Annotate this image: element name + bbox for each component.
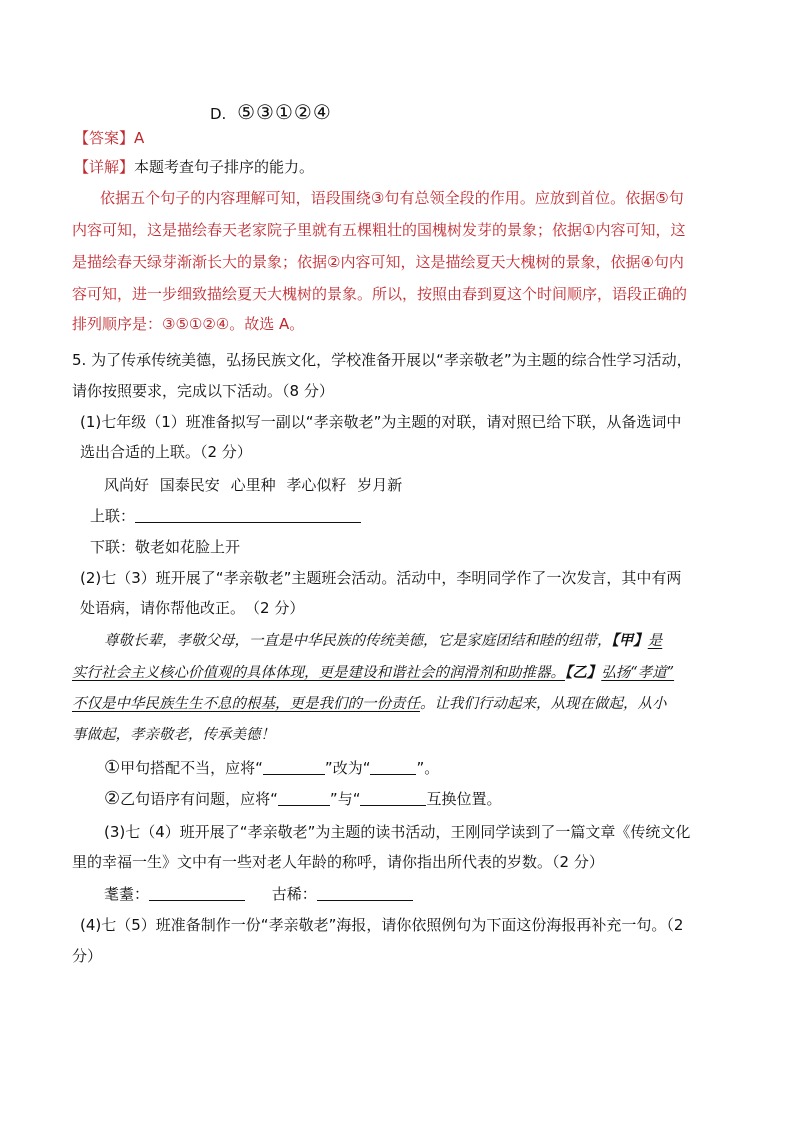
option-word: 孝心似籽 [286, 476, 347, 494]
correction-text: ”。 [416, 759, 440, 777]
age-label: 古稀： [271, 885, 317, 903]
detail-line: 排列顺序是：③⑤①②④。故选 A。 [72, 315, 305, 333]
age-answer-row [104, 884, 413, 904]
q5-1-options [104, 475, 402, 495]
circle-number: ② [104, 788, 121, 809]
speech-text: 尊敬长辈，孝敬父母，一直是中华民族的传统美德，它是家庭团结和睦的纽带， [104, 633, 612, 649]
correction-blank[interactable] [278, 789, 330, 806]
correction-text: ”与“ [329, 790, 361, 808]
jia-sentence: 实行社会主义核心价值观的具体体现，更是建设和谐社会的润滑剂和助推器。 [72, 665, 565, 681]
answer-tag: 【答案】 [74, 129, 135, 147]
detail-line: 是描绘春天绿芽渐渐长大的景象；依据②内容可知，这是描绘夏天大槐树的景象，依据④句内 [72, 253, 684, 271]
correction-text: 乙句语序有问题，应将“ [120, 790, 278, 808]
circle-number: ① [104, 757, 121, 778]
age-label: 耄耋： [104, 885, 150, 903]
q5-2-text: 处语病，请你帮他改正。 （2 分） [80, 599, 305, 617]
option-word: 心里种 [230, 476, 276, 494]
q5-3-text: 里的幸福一生》文中有一些对老人年龄的称呼，请你指出所代表的岁数。（2 分） [72, 853, 604, 871]
option-word: 风尚好 [104, 476, 150, 494]
lower-couplet: 下联：敬老如花脸上开 [90, 538, 241, 556]
answer-value: A [134, 129, 145, 147]
correction-text: ”改为“ [324, 759, 371, 777]
correction-blank[interactable] [263, 758, 325, 775]
q5-4-text: (4)七（5）班准备制作一份“孝亲敬老”海报，请你依照例句为下面这份海报再补充一句。（2 [80, 916, 684, 934]
option-d-label: D. [210, 105, 227, 123]
upper-couplet-label: 上联： [90, 507, 136, 525]
upper-couplet-blank[interactable] [135, 506, 361, 523]
detail-line: 容可知，进一步细致描绘夏天大槐树的景象。所以，按照由春到夏这个时间顺序，语段正确的 [72, 285, 688, 303]
answer-line [74, 128, 144, 148]
correction-blank[interactable] [360, 789, 426, 806]
upper-couplet-row [90, 506, 361, 526]
speech-paragraph [72, 663, 674, 683]
speech-paragraph: 事做起，孝亲敬老，传承美德！ [72, 727, 275, 743]
correction-1 [104, 758, 439, 778]
q5-1-text: 选出合适的上联。（2 分） [80, 443, 252, 461]
option-word: 国泰民安 [159, 476, 220, 494]
q5-text: 5. 为了传承传统美德，弘扬民族文化，学校准备开展以“孝亲敬老”为主题的综合性学习活动， [72, 351, 692, 369]
detail-tag: 【详解】 [74, 158, 135, 176]
speech-paragraph [72, 694, 667, 714]
detail-line: 依据五个句子的内容理解可知，语段围绕③句有总领全段的作用。应放到首位。依据⑤句 [100, 189, 684, 207]
q5-text: 请你按照要求，完成以下活动。（8 分） [72, 382, 334, 400]
age-blank[interactable] [317, 884, 413, 901]
speech-paragraph [104, 631, 662, 651]
q5-1-text: (1)七年级（1）班准备拟写一副以“孝亲敬老”为主题的对联，请对照已给下联，从备选词中 [80, 413, 682, 431]
correction-text: 互换位置。 [426, 790, 502, 808]
option-d [210, 102, 332, 124]
age-blank[interactable] [149, 884, 245, 901]
q5-2-text: (2)七（3）班开展了“孝亲敬老”主题班会活动。活动中，李明同学作了一次发言，其中有两 [80, 569, 682, 587]
yi-sentence: 弘扬“孝道” [601, 665, 675, 681]
q5-4-text: 分） [72, 947, 103, 965]
detail-intro: 本题考查句子排序的能力。 [134, 158, 315, 176]
option-word: 岁月新 [357, 476, 403, 494]
detail-line: 内容可知，这是描绘春天老家院子里就有五棵粗壮的国槐树发芽的景象；依据①内容可知，这 [72, 221, 686, 239]
option-d-value: ⑤③①②④ [237, 100, 332, 124]
detail-heading [74, 157, 314, 177]
q5-3-text: (3)七（4）班开展了“孝亲敬老”为主题的读书活动，王刚同学读到了一篇文章《传统文化 [104, 823, 691, 841]
correction-blank[interactable] [370, 758, 416, 775]
yi-sentence: 不仅是中华民族生生不息的根基，更是我们的一份责任 [72, 696, 420, 712]
correction-text: 甲句搭配不当，应将“ [120, 759, 263, 777]
jia-mark: 【甲】 [611, 632, 648, 649]
speech-text: 。让我们行动起来，从现在做起，从小 [420, 696, 667, 712]
correction-2 [104, 789, 501, 809]
jia-sentence: 是 [647, 633, 663, 649]
yi-mark: 【乙】 [565, 664, 602, 681]
